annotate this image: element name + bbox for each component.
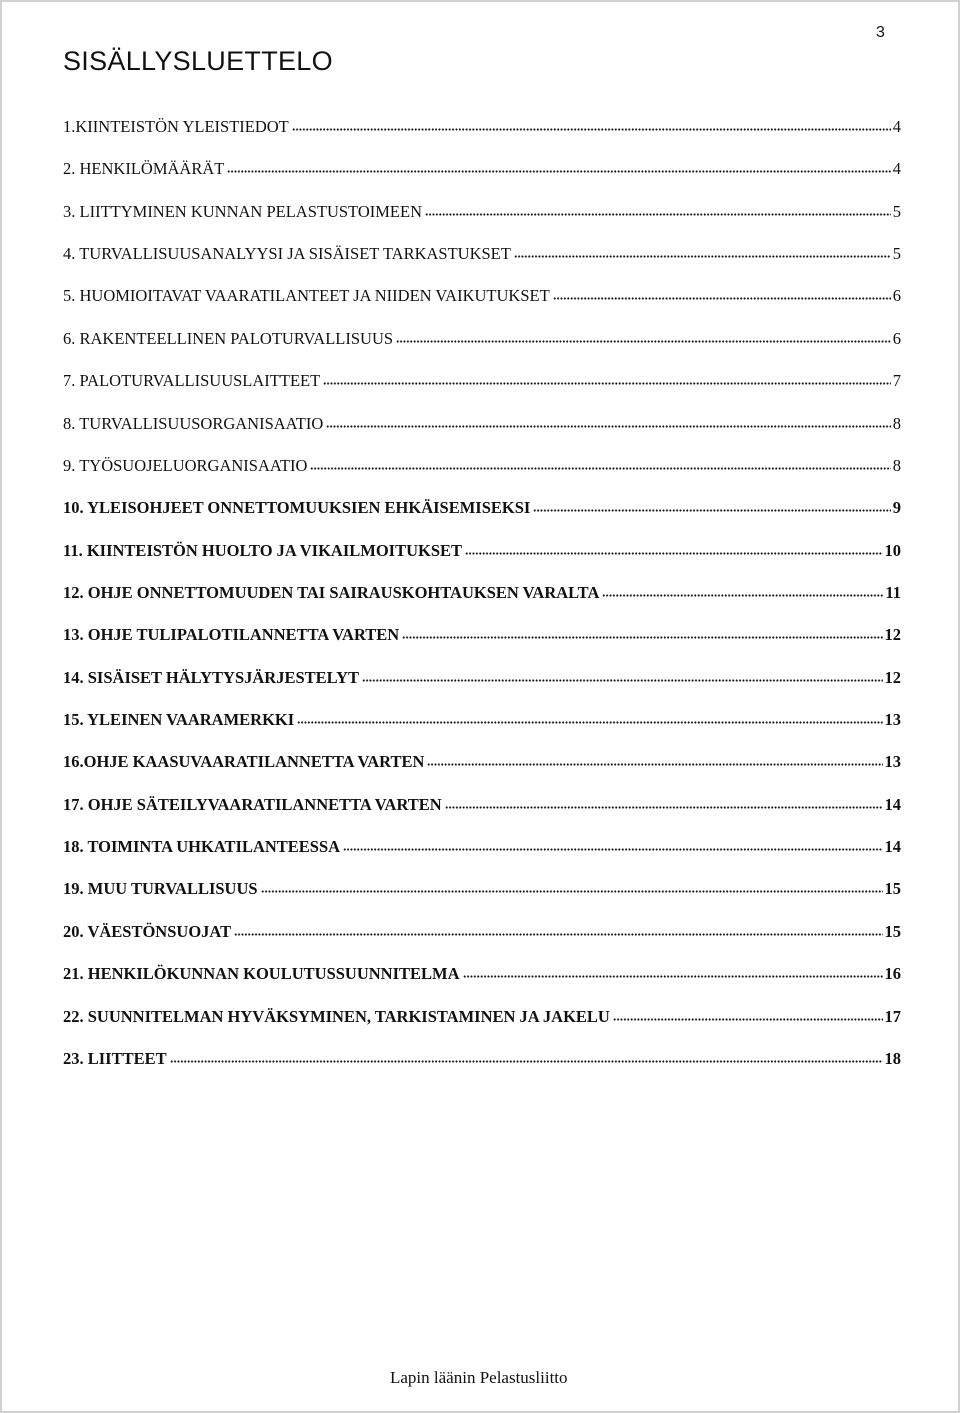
toc-entry-label: 11. KIINTEISTÖN HUOLTO JA VIKAILMOITUKSET: [63, 540, 463, 560]
toc-entry-page-number: 10: [884, 540, 901, 560]
toc-entry-page-number: 5: [892, 244, 901, 264]
dot-leader: [310, 466, 890, 470]
toc-entry-label: 7. PALOTURVALLISUUSLAITTEET: [63, 371, 321, 391]
toc-entry-page-number: 8: [892, 413, 901, 433]
toc-entry[interactable]: [63, 113, 901, 155]
toc-entry-page-number: 14: [884, 794, 901, 814]
toc-entry-label: 19. MUU TURVALLISUUS: [63, 879, 258, 899]
toc-entry-page-number: 12: [884, 625, 901, 645]
toc-entry-label: 18. TOIMINTA UHKATILANTEESSA: [63, 837, 341, 857]
toc-entry-page-number: 15: [884, 921, 901, 941]
dot-leader: [396, 339, 891, 343]
toc-entry-page-number: 8: [892, 455, 901, 475]
toc-entry-page-number: 9: [892, 498, 901, 518]
toc-entry[interactable]: [63, 1003, 901, 1045]
toc-entry-page-number: 15: [884, 879, 901, 899]
toc-entry-label: 9. TYÖSUOJELUORGANISAATIO: [63, 455, 308, 475]
dot-leader: [323, 381, 891, 385]
toc-entry[interactable]: [63, 748, 901, 790]
toc-entry-label: 6. RAKENTEELLINEN PALOTURVALLISUUS: [63, 328, 394, 348]
toc-entry-label: 3. LIITTYMINEN KUNNAN PELASTUSTOIMEEN: [63, 201, 422, 221]
toc-entry[interactable]: [63, 198, 901, 240]
toc-entry-label: 20. VÄESTÖNSUOJAT: [63, 921, 232, 941]
toc-entry-label: 14. SISÄISET HÄLYTYSJÄRJESTELYT: [63, 667, 360, 687]
toc-entry[interactable]: [63, 537, 901, 579]
toc-entry[interactable]: [63, 918, 901, 960]
dot-leader: [326, 424, 890, 428]
toc-entry-label: 23. LIITTEET: [63, 1048, 167, 1068]
toc-entry[interactable]: [63, 367, 901, 409]
page-title: SISÄLLYSLUETTELO: [63, 46, 333, 76]
toc-entry-page-number: 18: [884, 1048, 901, 1068]
toc-entry[interactable]: [63, 833, 901, 875]
toc-entry-page-number: 7: [892, 371, 901, 391]
toc-entry-page-number: 13: [884, 752, 901, 772]
toc-entry[interactable]: [63, 155, 901, 197]
toc-entry-label: 10. YLEISOHJEET ONNETTOMUUKSIEN EHKÄISEMISEKSI: [63, 498, 531, 518]
toc-entry-page-number: 6: [892, 328, 901, 348]
dot-leader: [463, 974, 883, 978]
toc-entry-label: 8. TURVALLISUUSORGANISAATIO: [63, 413, 324, 433]
dot-leader: [445, 805, 883, 809]
toc-entry[interactable]: [63, 282, 901, 324]
toc-entry-label: 2. HENKILÖMÄÄRÄT: [63, 159, 225, 179]
toc-entry[interactable]: [63, 410, 901, 452]
dot-leader: [362, 678, 882, 682]
dot-leader: [402, 635, 882, 639]
dot-leader: [425, 212, 891, 216]
dot-leader: [234, 932, 882, 936]
toc-entry[interactable]: [63, 875, 901, 917]
dot-leader: [602, 593, 883, 597]
toc-entry-page-number: 12: [884, 667, 901, 687]
dot-leader: [465, 551, 882, 555]
toc-entry[interactable]: [63, 240, 901, 282]
toc-entry[interactable]: [63, 664, 901, 706]
dot-leader: [261, 889, 883, 893]
dot-leader: [514, 254, 891, 258]
toc-entry-page-number: 13: [884, 710, 901, 730]
toc-entry-label: 21. HENKILÖKUNNAN KOULUTUSSUUNNITELMA: [63, 964, 460, 984]
toc-entry-page-number: 5: [892, 201, 901, 221]
toc-entry-label: 4. TURVALLISUUSANALYYSI JA SISÄISET TARKASTUKSET: [63, 244, 511, 264]
toc-entry-label: 13. OHJE TULIPALOTILANNETTA VARTEN: [63, 625, 400, 645]
toc-entry-page-number: 17: [884, 1006, 901, 1026]
toc-entry-label: 12. OHJE ONNETTOMUUDEN TAI SAIRAUSKOHTAUKSEN VARALTA: [63, 582, 600, 602]
dot-leader: [613, 1017, 883, 1021]
toc-entry-label: 17. OHJE SÄTEILYVAARATILANNETTA VARTEN: [63, 794, 442, 814]
toc-entry[interactable]: [63, 452, 901, 494]
toc-entry-page-number: 14: [884, 837, 901, 857]
toc-entry-label: 1.KIINTEISTÖN YLEISTIEDOT: [63, 117, 289, 136]
toc-entry[interactable]: [63, 791, 901, 833]
dot-leader: [292, 127, 891, 131]
page-footer: Lapin läänin Pelastusliitto: [390, 1368, 568, 1387]
toc-entry-label: 15. YLEINEN VAARAMERKKI: [63, 710, 295, 730]
toc-entry-page-number: 16: [884, 964, 901, 984]
toc-entry[interactable]: [63, 706, 901, 748]
toc-entry[interactable]: [63, 494, 901, 536]
dot-leader: [533, 508, 890, 512]
toc-entry-label: 16.OHJE KAASUVAARATILANNETTA VARTEN: [63, 752, 425, 772]
toc-entry[interactable]: [63, 579, 901, 621]
toc-entry-page-number: 4: [892, 159, 901, 179]
toc-entry-page-number: 4: [892, 117, 901, 136]
dot-leader: [297, 720, 882, 724]
toc-entry[interactable]: [63, 960, 901, 1002]
toc-entry[interactable]: [63, 621, 901, 663]
toc-entry-label: 22. SUUNNITELMAN HYVÄKSYMINEN, TARKISTAMINEN JA JAKELU: [63, 1006, 610, 1026]
dot-leader: [427, 762, 882, 766]
page-number: 3: [876, 24, 885, 41]
toc-entry[interactable]: [63, 1045, 901, 1087]
toc-entry-page-number: 6: [892, 286, 901, 306]
toc-entry[interactable]: [63, 325, 901, 367]
dot-leader: [227, 169, 890, 173]
toc-entry-label: 5. HUOMIOITAVAT VAARATILANTEET JA NIIDEN VAIKUTUKSET: [63, 286, 550, 306]
dot-leader: [343, 847, 882, 851]
table-of-contents: [63, 113, 901, 1087]
dot-leader: [553, 296, 891, 300]
toc-entry-page-number: 11: [885, 582, 901, 602]
dot-leader: [170, 1059, 883, 1063]
